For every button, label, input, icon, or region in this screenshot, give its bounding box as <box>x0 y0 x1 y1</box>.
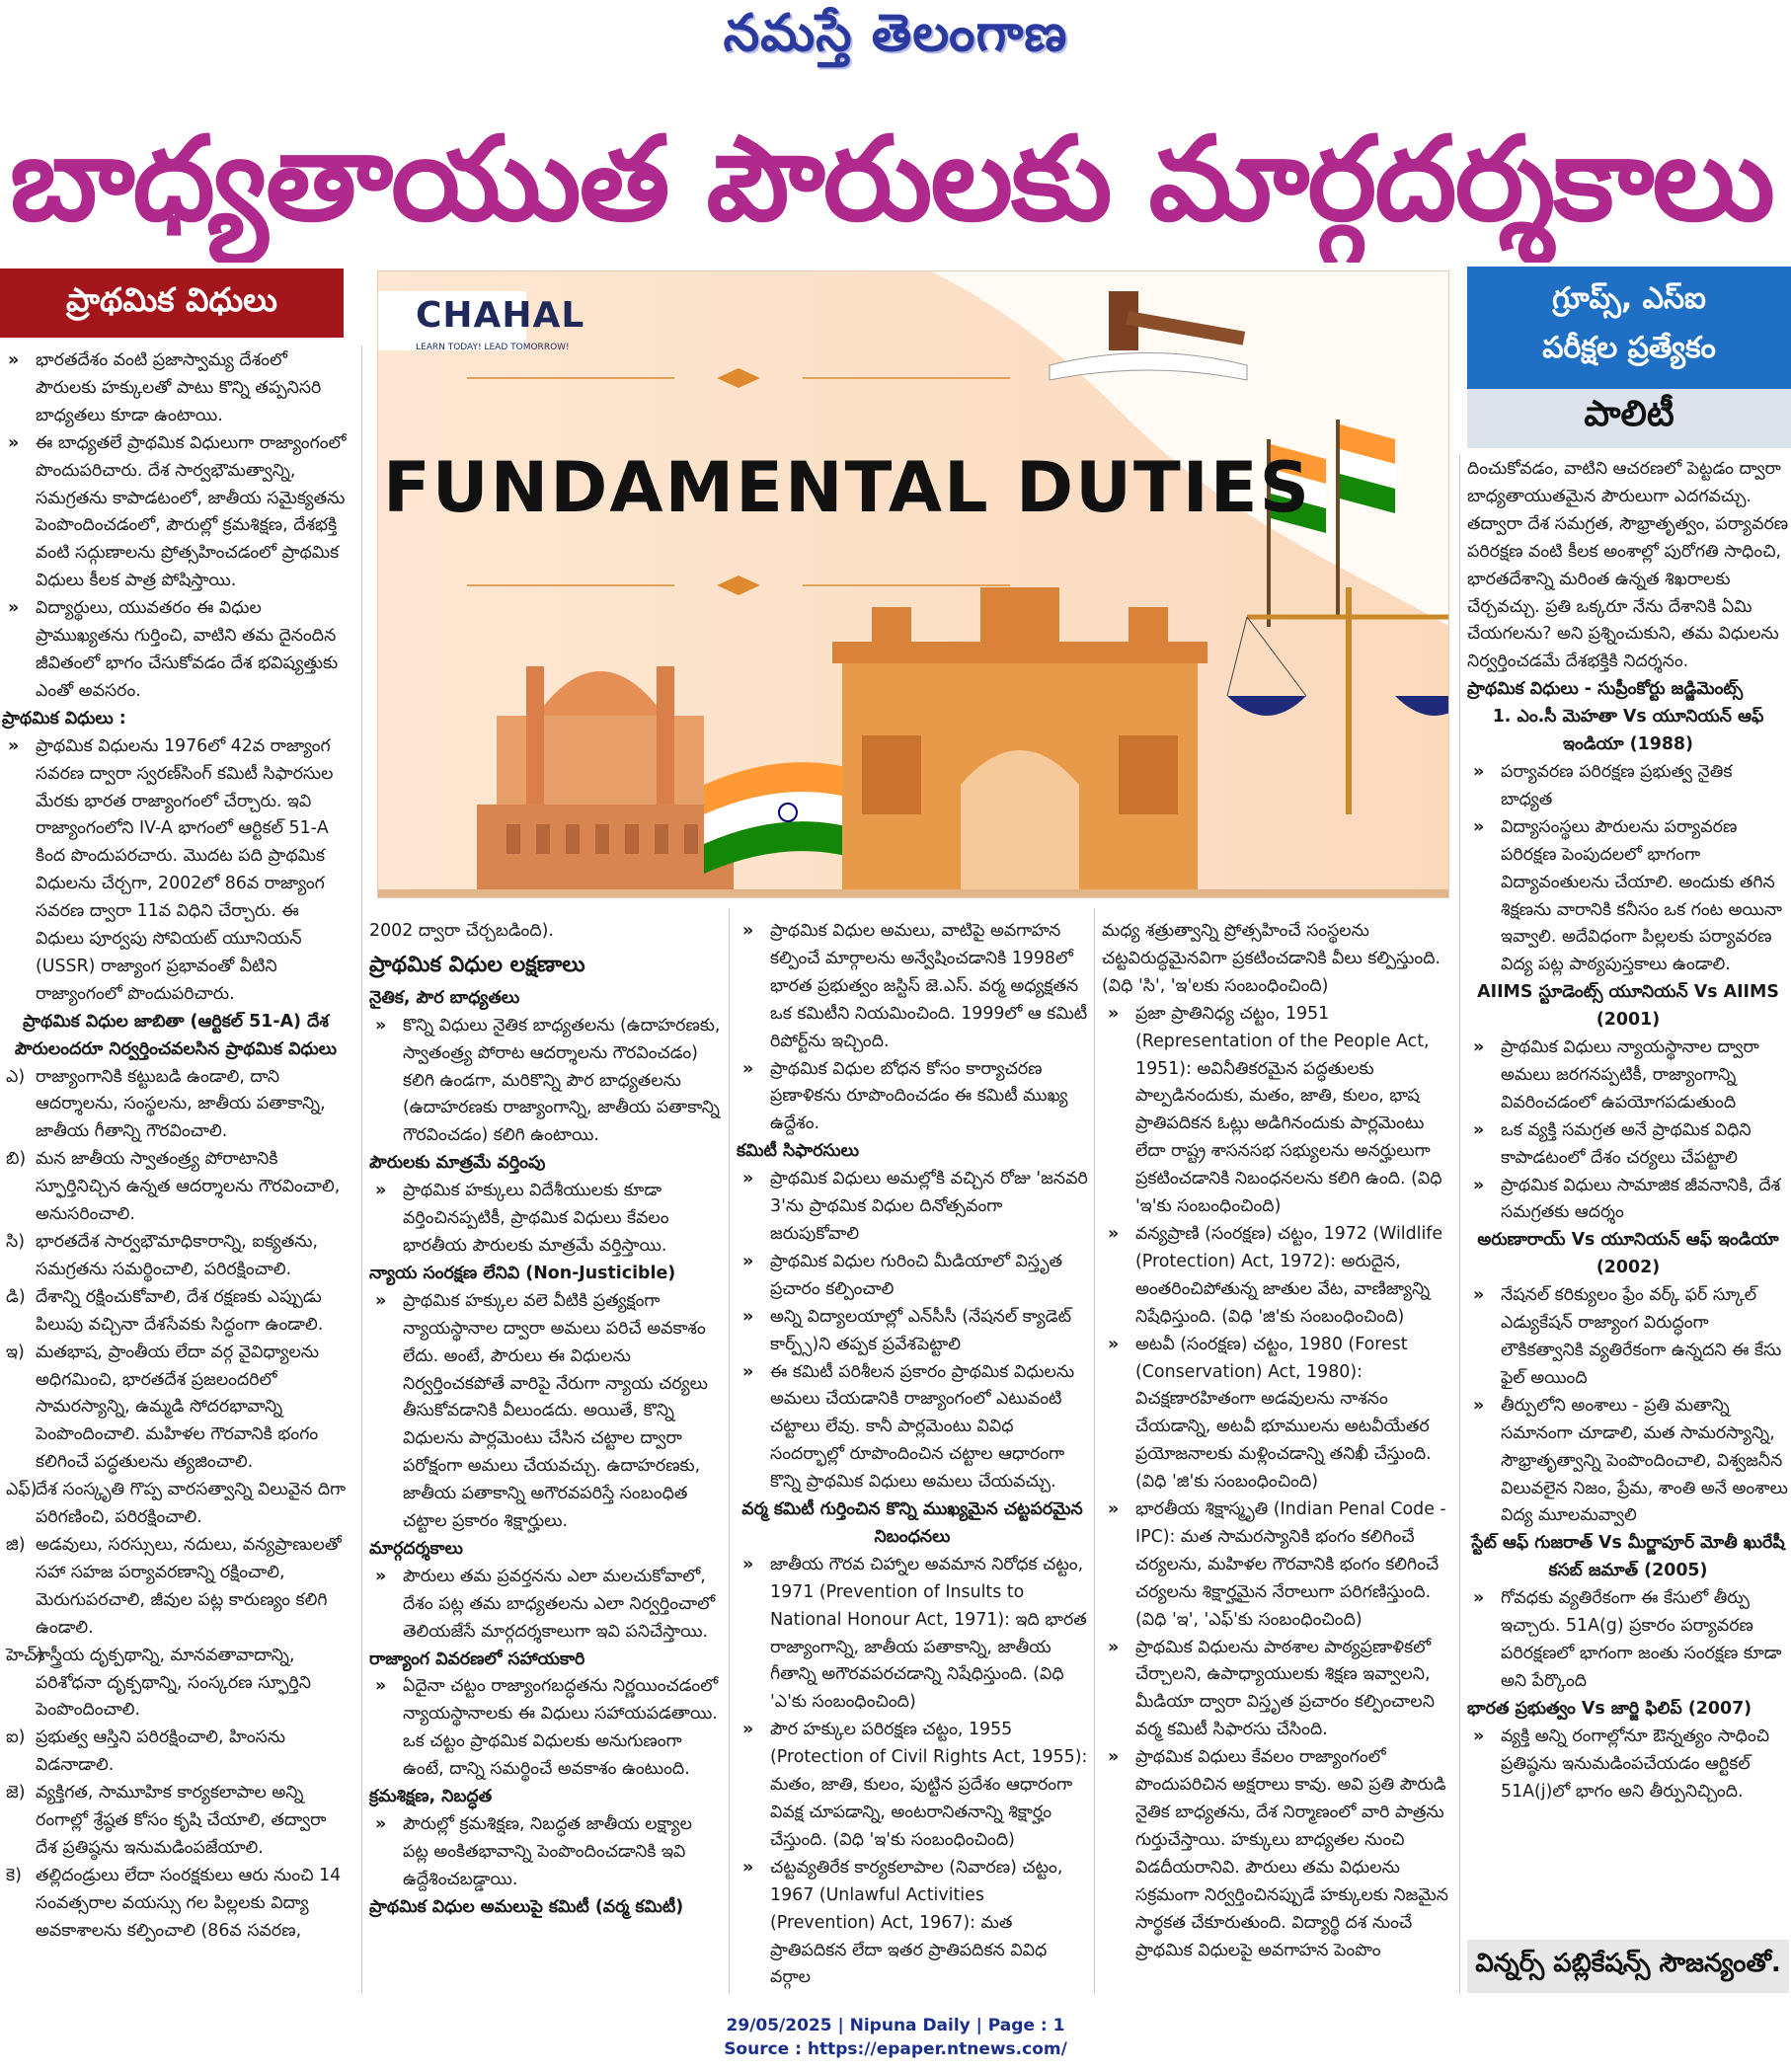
paragraph-text: ఒక వ్యక్తి సమగ్రత అనే ప్రాథమిక విధిని కాపాడటంలో దేశం చర్యలు చేపట్టాలి <box>1501 1119 1752 1168</box>
subheading <box>369 1647 721 1674</box>
paragraph-text: ప్రాథమిక విధుల లక్షణాలు <box>369 952 585 977</box>
duty-list-item <box>2 1229 350 1284</box>
duty-list-item <box>2 1532 350 1643</box>
bullet-point <box>737 1249 1088 1304</box>
bullet-point <box>1467 759 1789 814</box>
duty-list-item <box>2 1863 350 1946</box>
page-footer <box>0 2014 1791 2061</box>
footer-source-link[interactable]: Source : https://epaper.ntnews.com/ <box>724 2039 1067 2059</box>
bullet-point <box>2 733 350 1009</box>
duty-list-marker: జె) <box>6 1783 26 1803</box>
duty-list-item <box>2 1064 350 1147</box>
duty-list-marker: ఇ) <box>6 1342 25 1362</box>
paragraph-text: వ్యక్తి అన్ని రంగాల్లోనూ ఔన్నత్యం సాధించి ప్రతిష్ఠను ఇనుమడింపచేయడం ఆర్టికల్ 51A(j)లో భాగం అని తీర్పునిచ్చింది. <box>1501 1726 1770 1802</box>
bullet-point <box>1102 1332 1453 1496</box>
subject-label: పాలిటీ <box>1467 389 1791 448</box>
subheading <box>2 706 350 733</box>
subheading <box>369 1894 721 1922</box>
article-column-2 <box>369 918 721 1994</box>
duty-list-marker: కె) <box>6 1865 22 1885</box>
paragraph-text: ప్రాథమిక విధులు - సుప్రీంకోర్టు జడ్జిమెంట్స్ <box>1467 679 1744 700</box>
paragraph-text: స్టేట్ ఆఫ్ గుజరాత్ Vs మీర్జాపూర్ మోతీ ఖురేషీ కసబ్ జమాత్ (2005) <box>1471 1533 1785 1581</box>
paragraph-text: రాజ్యాంగ వివరణలో సహాయకారి <box>369 1649 585 1669</box>
chahal-logo-tagline: LEARN TODAY! LEAD TOMORROW! <box>416 343 570 352</box>
section-right-line1: గ్రూప్స్, ఎస్ఐ <box>1552 281 1706 316</box>
bullet-point <box>1467 1724 1789 1806</box>
bullet-point <box>737 1717 1088 1855</box>
bullet-point <box>369 1288 721 1536</box>
paragraph-text: దించుకోవడం, వాటిని ఆచరణలో పెట్టడం ద్వారా బాధ్యతాయుతమైన పౌరులుగా ఎదగవచ్చు. తద్వారా దేశ సమగ్రత, సౌభ్రాతృత్వం, పర్యావరణ పరిరక్షణ వంటి కీలక అంశాల్లో పురోగతి సాధించి, భారతదేశాన్ని మరింత ఉన్నత శిఖరాలకు చేర్చవచ్చు. ప్రతి ఒక్కరూ నేను దేశానికి ఏమి చేయగలను? అని ప్రశ్నించుకుని, తమ విధులను నిర్వర్తించడమే దేశభక్తికి నిదర్శనం. <box>1467 459 1789 672</box>
banner-image <box>377 270 1449 898</box>
bullet-point <box>737 1855 1088 1993</box>
paragraph-text: ప్రాథమిక హక్కుల వలె వీటికి ప్రత్యక్షంగా న్యాయస్థానాల ద్వారా అమలు పరిచే అవకాశం లేదు. అంటే, పౌరులు ఈ విధులను నిర్వర్తించకపోతే వారిపై నేరుగా న్యాయ చర్యలు తీసుకోవడానికి వీలుండదు. అయితే, కొన్ని విధులను పార్లమెంటు చేసిన చట్టాల ద్వారా పరోక్షంగా అమలు చేయవచ్చు. ఉదాహరణకు, జాతీయ పతాకాన్ని అగౌరవపరిస్తే సంబంధిత చట్టాల ప్రకారం శిక్షార్హులు. <box>403 1290 708 1532</box>
paragraph-text: ప్రాథమిక విధుల బోధన కోసం కార్యాచరణ ప్రణాళికను రూపొందించడం ఈ కమిటీ ముఖ్య ఉద్దేశం. <box>770 1058 1068 1134</box>
duty-list-marker: జి) <box>6 1534 26 1555</box>
duty-list-marker: డి) <box>6 1286 26 1307</box>
duty-list-marker: ఎ) <box>6 1066 26 1087</box>
paragraph-text: నేషనల్ కరిక్యులం ఫ్రేం వర్క్ ఫర్ స్కూల్ ఎడ్యుకేషన్ రాజ్యాంగ విరుద్ధంగా లౌకికత్వానికి వ్యతిరేకంగా ఉన్నదని ఈ కేసు ఫైల్ అయింది <box>1501 1285 1782 1388</box>
article-column-1 <box>2 347 350 1994</box>
paragraph-text: విద్యాసంస్థలు పౌరులను పర్యావరణ పరిరక్షణ పెంపుదలలో భాగంగా విద్యావంతులను చేయాలి. అందుకు తగిన శిక్షణను వారానికి కనీసం ఒక గంట అయినా ఇవ్వాలి. అదేవిధంగా పిల్లలకు పర్యావరణ విద్య పట్ల పాఠ్యపుస్తకాలు ఉండాలి. <box>1501 816 1782 975</box>
paragraph-text: ఏదైనా చట్టం రాజ్యాంగబద్ధతను నిర్ణయించడంలో న్యాయస్థానాలకు ఈ విధులు సహాయపడతాయి. ఒక చట్టం ప్రాథమిక విధులకు అనుగుణంగా ఉంటే, దాన్ని సమర్థించే అవకాశం ఉంటుంది. <box>403 1676 719 1780</box>
page-headline: బాధ్యతాయుత పౌరులకు మార్గదర్శకాలు <box>10 111 1773 247</box>
paragraph-text: మధ్య శత్రుత్వాన్ని ప్రోత్సహించే సంస్థలను చట్టవిరుద్ధమైనవిగా ప్రకటించడానికి వీలు కల్పిస్తుంది. (విధి 'సి', 'ఇ'లకు సంబంధించింది) <box>1102 921 1441 996</box>
paragraph-text: AIIMS స్టూడెంట్స్ యూనియన్ Vs AIIMS (2001) <box>1477 982 1779 1031</box>
chahal-logo: CHAHAL <box>416 295 585 336</box>
paragraph-text: అటవీ (సంరక్షణ) చట్టం, 1980 (Forest (Conservation) Act, 1980): విచక్షణారహితంగా అడవులను నాశనం చేయడాన్ని, అటవీ భూములను అటవీయేతర ప్రయోజనాలకు మళ్లించడాన్ని తనిఖీ చేస్తుంది. (విధి 'జి'కు సంబంధించింది) <box>1135 1334 1432 1493</box>
bullet-point <box>737 918 1088 1056</box>
duty-list-marker: సి) <box>6 1232 25 1252</box>
paragraph-text: ప్రాథమిక విధుల జాబితా (ఆర్టికల్ 51-A) దేశ పౌరులందరూ నిర్వర్తించవలసిన ప్రాథమిక విధులు <box>14 1011 338 1059</box>
bullet-point <box>2 595 350 706</box>
article-column-3 <box>737 918 1088 1994</box>
paragraph-text: ప్రాథమిక విధులను పాఠశాల పాఠ్యప్రణాళికలో చేర్చాలని, ఉపాధ్యాయులకు శిక్షణ ఇవ్వాలని, మీడియా ద్వారా విస్తృత ప్రచారం కల్పించాలని వర్మ కమిటీ సిఫారసు చేసింది. <box>1135 1637 1435 1740</box>
paragraph-text: పౌరులు తమ ప్రవర్తనను ఎలా మలచుకోవాలో, దేశం పట్ల తమ బాధ్యతలను ఎలా నిర్వర్తించాలో తెలియజేసే మార్గదర్శకాలుగా ఇవి పనిచేస్తాయి. <box>403 1566 716 1642</box>
bullet-point <box>1102 1496 1453 1635</box>
article-column-5 <box>1467 456 1789 1932</box>
paragraph-text: అన్ని విద్యాలయాల్లో ఎన్‌సీసీ (నేషనల్ క్యాడెట్ కార్ప్స్)ని తప్పక ప్రవేశపెట్టాలి <box>770 1306 1072 1354</box>
duty-list-marker: ఐ) <box>6 1727 26 1748</box>
paragraph-text: ప్రాథమిక విధులను 1976లో 42వ రాజ్యాంగ సవరణ ద్వారా స్వరణ్‌సింగ్ కమిటీ సిఫారసుల మేరకు భారత రాజ్యాంగంలో చేర్చారు. ఇవి రాజ్యాంగంలోని IV-A భాగంలో ఆర్టికల్ 51-A కింద పొందుపరచారు. మొదట పది ప్రాథమిక విధులను చేర్చగా, 2002లో 86వ రాజ్యాంగ సవరణ ద్వారా 11వ విధిని చేర్చారు. ఈ విధులు పూర్వపు సోవియట్ యూనియన్ (USSR) రాజ్యాంగ ప్రభావంతో వీటిని రాజ్యాంగంలో పొందుపరిచారు. <box>36 735 334 1004</box>
centered-heading <box>1467 1227 1789 1282</box>
paragraph-text: కొన్ని విధులు నైతిక బాధ్యతలను (ఉదాహరణకు, స్వాతంత్ర్య పోరాట ఆదర్శాలను గౌరవించడం) కలిగి ఉండగా, మరికొన్ని పౌర బాధ్యతలను (ఉదాహరణకు రాజ్యాంగాన్ని, జాతీయ పతాకాన్ని గౌరవించడం) కలిగి ఉంటాయి. <box>403 1015 721 1146</box>
paragraph-text: భారతదేశం వంటి ప్రజాస్వామ్య దేశంలో పౌరులకు హక్కులతో పాటు కొన్ని తప్పనిసరి బాధ్యతలు కూడా ఉంటాయి. <box>36 350 322 425</box>
masthead-logo: నమస్తే తెలంగాణ <box>723 3 1068 63</box>
paragraph-text: 2002 ద్వారా చేర్చబడింది). <box>369 921 554 941</box>
paragraph-text: ప్రాథమిక విధుల గురించి మీడియాలో విస్తృత ప్రచారం కల్పించాలి <box>770 1251 1063 1299</box>
paragraph <box>1102 918 1453 1001</box>
bullet-point <box>369 1178 721 1261</box>
duty-list-item <box>2 1725 350 1780</box>
subheading <box>369 985 721 1013</box>
paragraph-text: రాజ్యాంగానికి కట్టుబడి ఉండాలి, దాని ఆదర్శాలను, సంస్థలను, జాతీయ పతాకాన్ని, జాతీయ గీతాన్ని గౌరవించాలి. <box>36 1066 326 1142</box>
paragraph-text: 1. ఎం.సీ మెహతా Vs యూనియన్ ఆఫ్ ఇండియా (1988) <box>1492 707 1764 755</box>
bullet-point <box>737 1166 1088 1249</box>
duty-list-item <box>2 1146 350 1229</box>
bullet-point <box>1467 1282 1789 1393</box>
bullet-point <box>1467 1117 1789 1173</box>
paragraph-text: ఈ కమిటీ పరిశీలన ప్రకారం ప్రాథమిక విధులను అమలు చేయడానికి రాజ్యాంగంలో ఎటువంటి చట్టాలు లేవు. కానీ పార్లమెంటు వివిధ సందర్భాల్లో రూపొందించిన చట్టాల ఆధారంగా కొన్ని ప్రాథమిక విధులు అమలు చేయవచ్చు. <box>770 1361 1075 1493</box>
banner-title: FUNDAMENTAL DUTIES <box>382 447 1312 528</box>
bullet-point <box>737 1056 1088 1139</box>
subheading <box>369 1536 721 1564</box>
bullet-point <box>1467 1173 1789 1228</box>
paragraph-text: ప్రాథమిక విధుల అమలుపై కమిటీ (వర్మ కమిటీ) <box>369 1896 684 1917</box>
bullet-point <box>1102 1744 1453 1964</box>
article-column-4 <box>1102 918 1453 1994</box>
duty-list-item <box>2 1477 350 1532</box>
duty-list-marker: బి) <box>6 1149 27 1170</box>
paragraph-text: పౌరుల్లో క్రమశిక్షణ, నిబద్ధత జాతీయ లక్ష్యాల పట్ల అంకితభావాన్ని పెంపొందించడానికి ఇవి ఉద్దేశించబడ్డాయి. <box>403 1814 692 1889</box>
bullet-point <box>369 1564 721 1647</box>
paragraph-text: భారతదేశ సార్వభౌమాధికారాన్ని, ఐక్యతను, సమగ్రతను సమర్థించాలి, పరిరక్షించాలి. <box>36 1232 318 1279</box>
duty-list-item <box>2 1643 350 1726</box>
paragraph-text: భారత ప్రభుత్వం Vs జార్జి ఫిలిప్ (2007) <box>1467 1698 1752 1719</box>
section-label-left: ప్రాథమిక విధులు <box>0 269 344 338</box>
paragraph-text: తల్లిదండ్రులు లేదా సంరక్షకులు ఆరు నుంచి 14 సంవత్సరాల వయస్సు గల పిల్లలకు విద్యా అవకాశాలను కల్పించాలి (86వ సవరణ, <box>36 1865 342 1941</box>
paragraph-text: క్రమశిక్షణ, నిబద్ధత <box>369 1787 493 1807</box>
paragraph-text: పౌర హక్కుల పరిరక్షణ చట్టం, 1955 (Protection of Civil Rights Act, 1955): మతం, జాతి, కులం, పుట్టిన ప్రదేశం ఆధారంగా వివక్ష చూపడాన్ని, అంటరానితనాన్ని శిక్షార్హం చేస్తుంది. (విధి 'ఇ'కు సంబంధించింది) <box>770 1720 1088 1850</box>
paragraph-text: పర్యావరణ పరిరక్షణ ప్రభుత్వ నైతిక బాధ్యత <box>1501 761 1733 809</box>
bullet-point <box>2 430 350 595</box>
bullet-point <box>1467 814 1789 979</box>
paragraph <box>369 918 721 946</box>
paragraph-text: భారతీయ శిక్షాస్మృతి (Indian Penal Code - IPC): మత సామరస్యానికి భంగం కలిగించే చర్యలను, మహిళల గౌరవానికి భంగం కలిగించే చర్యలను శిక్షార్హమైన నేరాలుగా పరిగణిస్తుంది. (విధి 'ఇ', 'ఎఫ్'కు సంబంధించింది) <box>1135 1499 1446 1630</box>
section-label-right <box>1467 267 1791 389</box>
paragraph-text: ప్రజా ప్రాతినిధ్య చట్టం, 1951 (Representation of the People Act, 1951): అవినీతికరమైన పద్ధతులకు పాల్పడినందుకు, మతం, జాతి, కులం, భాష ప్రాతిపదికన ఓట్లు అడిగినందుకు పార్లమెంటు లేదా రాష్ట్ర శాసనసభ సభ్యులను అనర్హులుగా ప్రకటించడానికి నిబంధనలను కలిగి ఉంది. (విధి 'ఇ'కు సంబంధించింది) <box>1135 1003 1442 1217</box>
paragraph-text: వ్యక్తిగత, సామూహిక కార్యకలాపాల అన్ని రంగాల్లో శ్రేష్ఠత కోసం కృషి చేయాలి, తద్వారా దేశ ప్రతిష్ఠను ఇనుమడింపజేయాలి. <box>36 1783 327 1858</box>
bullet-point <box>1102 1001 1453 1221</box>
paragraph-text: కమిటీ సిఫారసులు <box>737 1141 859 1162</box>
paragraph-text: ప్రాథమిక విధుల అమలు, వాటిపై అవగాహన కల్పించే మార్గాలను అన్వేషించడానికి 1998లో భారత ప్రభుత్వం జస్టిస్ జె.ఎస్. వర్మ అధ్యక్షతన ఒక కమిటీని నియమించింది. 1999లో ఆ కమిటీ రిపోర్ట్‌ను ఇచ్చింది. <box>770 921 1088 1051</box>
duty-list-marker: ఎఫ్) <box>6 1480 38 1500</box>
column-rule <box>1094 908 1095 1994</box>
paragraph-text: శాస్త్రీయ దృక్పథాన్ని, మానవతావాదాన్ని, పరిశోధనా దృక్పథాన్ని, సంస్కరణ స్ఫూర్తిని పెంపొందించాలి. <box>36 1645 311 1721</box>
paragraph-text: ప్రాథమిక విధులు : <box>2 708 126 729</box>
paragraph-text: మతభాష, ప్రాంతీయ లేదా వర్గ వైవిధ్యాలను అధిగమించి, భారతదేశ ప్రజలందరిలో సామరస్యాన్ని, ఉమ్మడి సోదరభావాన్ని పెంపొందించాలి. మహిళల గౌరవానికి భంగం కలిగించే పద్ధతులను త్యజించాలి. <box>36 1342 320 1473</box>
subheading <box>369 1784 721 1811</box>
centered-heading <box>1467 704 1789 759</box>
subheading <box>369 1261 721 1288</box>
paragraph-text: న్యాయ సంరక్షణ లేనివి (Non-Justicible) <box>369 1263 676 1283</box>
paragraph-text: మార్గదర్శకాలు <box>369 1538 463 1559</box>
bullet-point <box>737 1304 1088 1359</box>
paragraph-text: ప్రాథమిక విధులు కేవలం రాజ్యాంగంలో పొందుపరిచిన అక్షరాలు కావు. అవి ప్రతి పౌరుడి నైతిక బాధ్యతను, దేశ నిర్మాణంలో వారి పాత్రను గుర్తుచేస్తాయి. హక్కులు బాధ్యతల నుంచి విడదీయరానివి. పౌరులు తమ విధులను సక్రమంగా నిర్వర్తించినప్పుడే హక్కులకు నిజమైన సార్థకత చేకూరుతుంది. విద్యార్థి దశ నుంచే ప్రాథమిక విధులపై అవగాహన పెంపొం <box>1135 1747 1448 1960</box>
bullet-point <box>369 1811 721 1894</box>
paragraph <box>1467 456 1789 676</box>
paragraph-text: ప్రాథమిక విధులు న్యాయస్థానాల ద్వారా అమలు జరగనప్పటికీ, రాజ్యాంగాన్ని వివరించడంలో ఉపయోగపడుతుంది <box>1501 1037 1759 1113</box>
bullet-point <box>2 347 350 430</box>
subheading <box>737 1138 1088 1166</box>
paragraph-text: ఈ బాధ్యతలే ప్రాథమిక విధులుగా రాజ్యాంగంలో పొందుపరిచారు. దేశ సార్వభౌమత్వాన్ని, సమగ్రతను కాపాడటంలో, జాతీయ సమైక్యతను పెంపొందించడంలో, పౌరుల్లో క్రమశిక్షణ, దేశభక్తి వంటి సద్గుణాలను ప్రోత్సహించడంలో ప్రాథమిక విధులు కీలక పాత్ర పోషిస్తాయి. <box>36 432 347 591</box>
bullet-point <box>369 1013 721 1151</box>
paragraph-text: తీర్పులోని అంశాలు - ప్రతి మతాన్ని సమానంగా చూడాలి, మత సామరస్యాన్ని, సౌభ్రాతృత్వాన్ని పెంపొందించాలి, విశ్వజనీన విలువలైన నిజం, ప్రేమ, శాంతి అనే అంశాలు విద్య మూలమవ్వాలి <box>1501 1395 1788 1526</box>
publisher-credit: విన్నర్స్ పబ్లికేషన్స్ సౌజన్యంతో. <box>1467 1940 1789 1993</box>
paragraph-text: దేశాన్ని రక్షించుకోవాలి, దేశ రక్షణకు ఎప్పుడు పిలుపు వచ్చినా దేశసేవకు సిద్ధంగా ఉండాలి. <box>36 1286 324 1335</box>
column-rule <box>361 345 362 1994</box>
paragraph-text: వన్యప్రాణి (సంరక్షణ) చట్టం, 1972 (Wildlife (Protection) Act, 1972): అరుదైన, అంతరించిపోతున్న జాతుల వేట, వాణిజ్యాన్ని నిషేధిస్తుంది. (విధి 'జి'కు సంబంధించింది) <box>1135 1223 1443 1327</box>
paragraph-text: విద్యార్థులు, యువతరం ఈ విధుల ప్రాముఖ్యతను గుర్తించి, వాటిని తమ దైనందిన జీవితంలో భాగం చేసుకోవడం దేశ భవిష్యత్తుకు ఎంతో అవసరం. <box>36 598 339 701</box>
column-rule <box>729 908 730 1994</box>
bullet-point <box>737 1552 1088 1717</box>
bullet-point <box>1467 1393 1789 1531</box>
bullet-point <box>1467 1585 1789 1696</box>
banner-illustration <box>378 271 1449 898</box>
subheading <box>1467 1696 1789 1724</box>
paragraph-text: ప్రాథమిక హక్కులు విదేశీయులకు కూడా వర్తించినప్పటికీ, ప్రాథమిక విధులు కేవలం భారతీయ పౌరులకు మాత్రమే వర్తిస్తాయి. <box>403 1181 669 1256</box>
paragraph-text: పౌరులకు మాత్రమే వర్తింపు <box>369 1153 546 1174</box>
paragraph-text: ప్రభుత్వ ఆస్తిని పరిరక్షించాలి, హింసను విడనాడాలి. <box>36 1727 286 1776</box>
column-rule <box>1459 454 1460 1994</box>
paragraph-text: దేశ సంస్కృతి గొప్ప వారసత్వాన్ని విలువైన దిగా పరిగణించి, పరిరక్షించాలి. <box>36 1480 347 1528</box>
section-heading <box>369 952 721 979</box>
centered-heading <box>2 1009 350 1064</box>
centered-heading <box>1467 979 1789 1035</box>
bullet-point <box>1467 1035 1789 1117</box>
paragraph-text: ప్రాథమిక విధులు సామాజిక జీవనానికి, దేశ సమగ్రతకు ఆదర్శం <box>1501 1175 1781 1223</box>
paragraph-text: జాతీయ గౌరవ చిహ్నాల అవమాన నిరోధక చట్టం, 1971 (Prevention of Insults to National Honour Act, 1971): ఇది భారత రాజ్యాంగాన్ని, జాతీయ పతాకాన్ని, జాతీయ గీతాన్ని అగౌరవపరచడాన్ని నిషేధిస్తుంది. (విధి 'ఎ'కు సంబంధించింది) <box>770 1554 1087 1713</box>
duty-list-marker: హెచ్) <box>6 1645 43 1665</box>
bullet-point <box>1102 1635 1453 1745</box>
bullet-point <box>737 1359 1088 1497</box>
paragraph-text: గోవధకు వ్యతిరేకంగా ఈ కేసులో తీర్పు ఇచ్చారు. 51A(g) ప్రకారం పర్యావరణ పరిరక్షణలో భాగంగా జంతు సంరక్షణ కూడా అని పేర్కొంది <box>1501 1588 1782 1691</box>
paragraph-text: చట్టవ్యతిరేక కార్యకలాపాల (నివారణ) చట్టం, 1967 (Unlawful Activities (Prevention) Act, 1967): మత ప్రాతిపదికన లేదా ఇతర ప్రాతిపదికన వివిధ వర్గాల <box>770 1857 1063 1988</box>
subheading <box>1467 676 1789 704</box>
subheading <box>369 1150 721 1178</box>
duty-list-item <box>2 1340 350 1478</box>
centered-heading <box>737 1496 1088 1552</box>
paragraph-text: అడవులు, సరస్సులు, నదులు, వన్యప్రాణులతో సహా సహజ పర్యావరణాన్ని రక్షించాలి, మెరుగుపరచాలి, జీవుల పట్ల కారుణ్యం కలిగి ఉండాలి. <box>36 1534 342 1638</box>
centered-heading <box>1467 1530 1789 1585</box>
duty-list-item <box>2 1780 350 1863</box>
paragraph-text: వర్మ కమిటీ గుర్తించిన కొన్ని ముఖ్యమైన చట్టపరమైన నిబంధనలు <box>741 1499 1083 1547</box>
footer-date-line: 29/05/2025 | Nipuna Daily | Page : 1 <box>726 2016 1065 2035</box>
paragraph-text: ప్రాథమిక విధులు అమల్లోకి వచ్చిన రోజు 'జనవరి 3'ను ప్రాథమిక విధుల దినోత్సవంగా జరుపుకోవాలి <box>770 1169 1088 1244</box>
paragraph-text: అరుణారాయ్ Vs యూనియన్ ఆఫ్ ఇండియా (2002) <box>1477 1230 1779 1278</box>
duty-list-item <box>2 1284 350 1340</box>
bullet-point <box>369 1673 721 1784</box>
section-right-line2: పరీక్షల ప్రత్యేకం <box>1542 331 1716 365</box>
paragraph-text: నైతిక, పౌర బాధ్యతలు <box>369 987 520 1008</box>
paragraph-text: మన జాతీయ స్వాతంత్ర్య పోరాటానికి స్ఫూర్తినిచ్చిన ఉన్నత ఆదర్శాలను గౌరవించాలి, అనుసరించాలి. <box>36 1149 341 1225</box>
bullet-point <box>1102 1221 1453 1332</box>
